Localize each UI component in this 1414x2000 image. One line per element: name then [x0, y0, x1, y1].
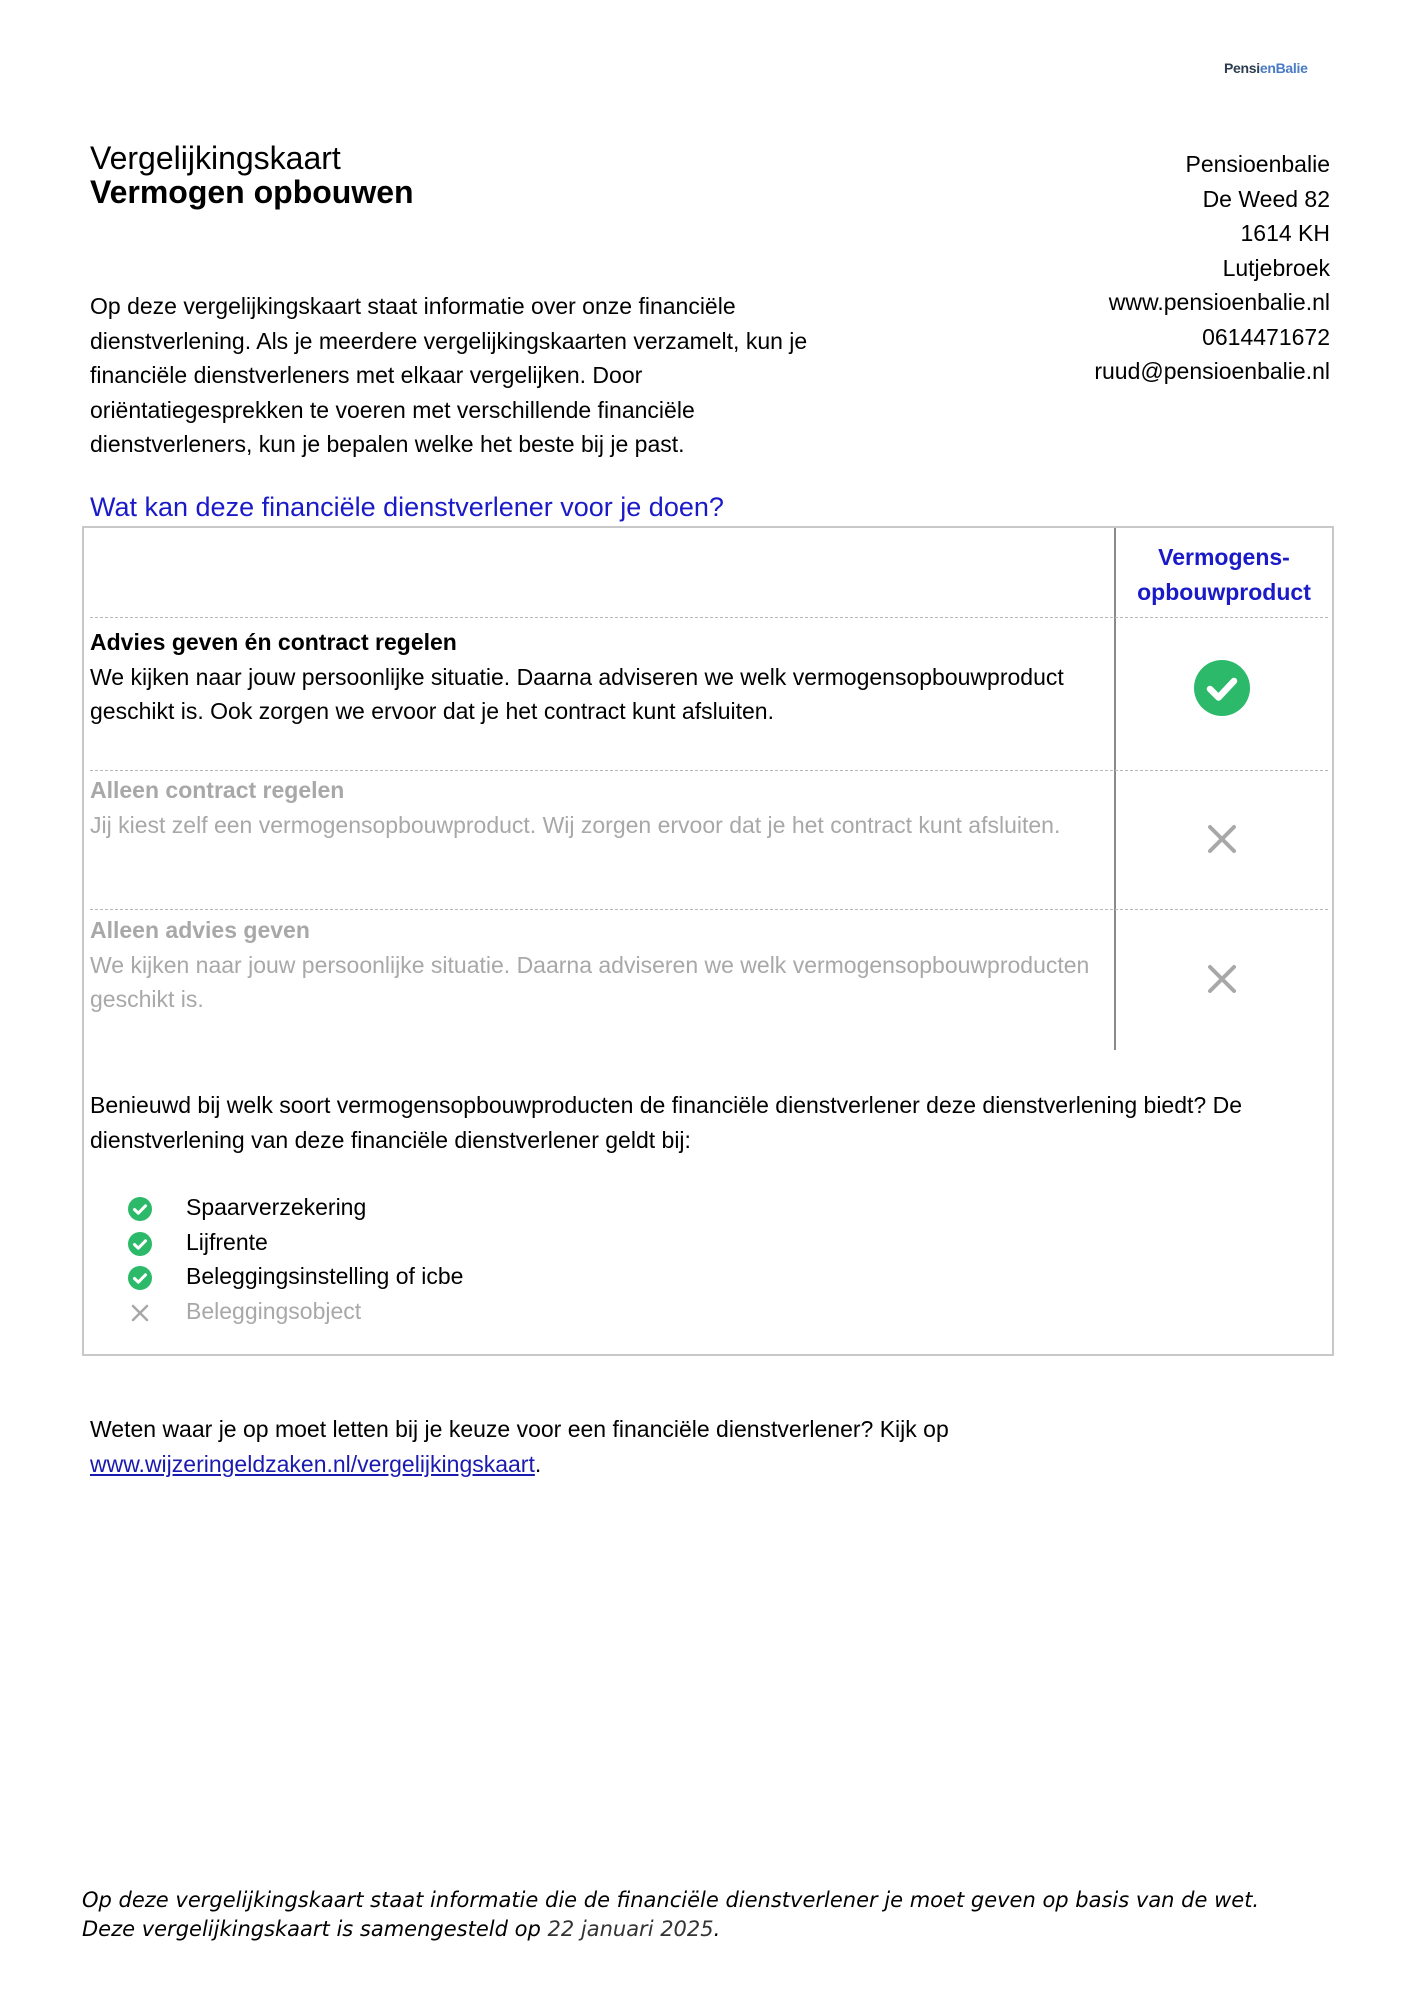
product-label: Spaarverzekering	[186, 1194, 367, 1220]
company-name: Pensioenbalie	[1185, 151, 1330, 177]
document-title: Vergelijkingskaart	[90, 140, 341, 176]
row-divider	[90, 770, 1328, 771]
logo-text-3: Balie	[1275, 60, 1308, 76]
service-row	[90, 773, 1100, 842]
products-question: Benieuwd bij welk soort vermogensopbouwproducten de financiële dienstverlener deze dienstverlening biedt? De dienstverlening van deze financiële dienstverlener geldt bij:	[90, 1092, 1242, 1153]
service-row-title: Advies geven én contract regelen	[90, 629, 457, 655]
column-header-line1: Vermogens-	[1158, 544, 1290, 570]
company-email: ruud@pensioenbalie.nl	[1094, 358, 1330, 384]
service-row-description: We kijken naar jouw persoonlijke situatie. Daarna adviseren we welk vermogensopbouwproduct geschikt is. Ook zorgen we ervoor dat je het contract kunt afsluiten.	[90, 663, 1064, 724]
product-label: Lijfrente	[186, 1228, 268, 1255]
comparison-card-link[interactable]: www.wijzeringeldzaken.nl/vergelijkingskaart	[90, 1450, 535, 1477]
intro-paragraph: Op deze vergelijkingskaart staat informatie over onze financiële dienstverlening. Als je meerdere vergelijkingskaarten verzamelt, kun je financiële dienstverleners met elkaar vergelijken. Door oriëntatiegesprekken te voeren met verschillende financiële dienstverleners, kun je bepalen welke het beste bij je past.	[90, 293, 808, 457]
cross-icon	[1206, 823, 1238, 855]
company-logo	[1224, 60, 1308, 76]
list-item	[128, 1190, 728, 1224]
compilation-date: 22 januari 2025	[547, 1917, 714, 1941]
service-row-description: Jij kiest zelf een vermogensopbouwproduct. Wij zorgen ervoor dat je het contract kunt afsluiten.	[90, 811, 1061, 838]
document-subtitle: Vermogen opbouwen	[90, 174, 414, 210]
logo-text-2: en	[1259, 60, 1276, 76]
row-divider	[90, 617, 1328, 618]
services-heading: Wat kan deze financiële dienstverlener voor je doen?	[90, 492, 724, 522]
check-circle-icon	[128, 1231, 152, 1255]
column-header-line2: opbouwproduct	[1137, 579, 1311, 605]
legal-disclaimer	[82, 1886, 1302, 1944]
logo-text-1: Pensi	[1224, 60, 1260, 76]
company-address	[1094, 147, 1330, 389]
closing-text: Weten waar je op moet letten bij je keuze voor een financiële dienstverlener? Kijk op	[90, 1416, 949, 1442]
row-divider	[90, 909, 1328, 910]
check-circle-icon	[128, 1196, 152, 1220]
service-row-description: We kijken naar jouw persoonlijke situatie. Daarna adviseren we welk vermogensopbouwproducten geschikt is.	[90, 951, 1090, 1012]
company-website: www.pensioenbalie.nl	[1108, 289, 1330, 315]
company-postcode: 1614 KH	[1240, 220, 1330, 246]
service-row-title: Alleen contract regelen	[90, 777, 345, 803]
cross-icon	[128, 1300, 152, 1324]
service-row	[90, 625, 1100, 729]
list-item	[128, 1294, 728, 1328]
service-row-title: Alleen advies geven	[90, 917, 310, 943]
check-circle-icon	[128, 1265, 152, 1289]
product-label: Beleggingsobject	[186, 1297, 362, 1324]
disclaimer-period: .	[713, 1917, 721, 1941]
company-street: De Weed 82	[1202, 185, 1330, 212]
service-row	[90, 913, 1100, 1017]
check-icon	[1194, 660, 1250, 716]
list-item	[128, 1259, 728, 1293]
product-label: Beleggingsinstelling of icbe	[186, 1263, 464, 1289]
closing-paragraph	[90, 1412, 1320, 1481]
closing-period: .	[534, 1450, 542, 1477]
company-phone: 0614471672	[1202, 323, 1330, 350]
disclaimer-text: Op deze vergelijkingskaart staat informatie die de financiële dienstverlener je moet geven op basis van de wet. Deze vergelijkingskaart is samengesteld op	[82, 1888, 1260, 1941]
cross-icon	[1206, 963, 1238, 995]
column-header	[1116, 540, 1332, 610]
company-city: Lutjebroek	[1222, 254, 1330, 281]
list-item	[128, 1225, 728, 1259]
